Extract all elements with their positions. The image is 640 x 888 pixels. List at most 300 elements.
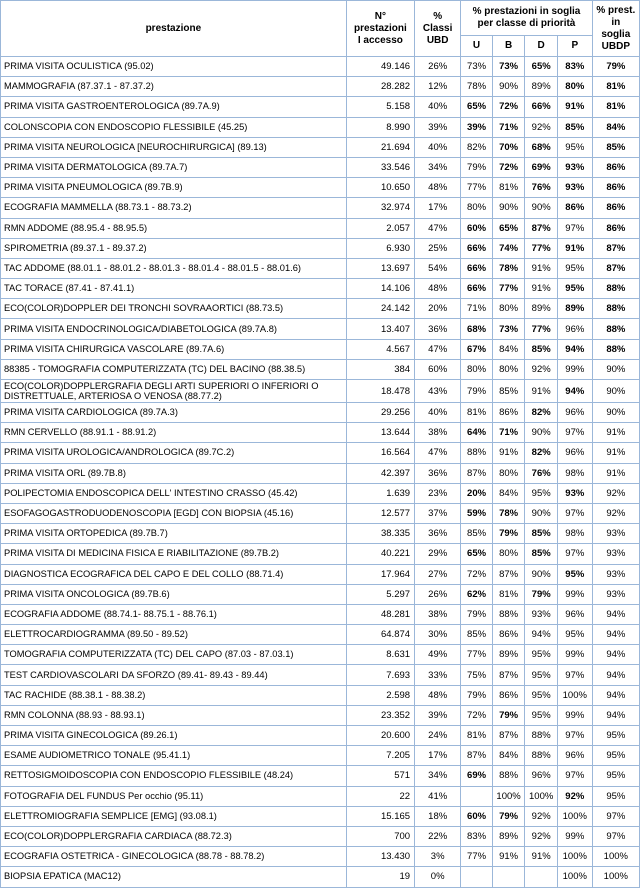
cell-prestazione: PRIMA VISITA GINECOLOGICA (89.26.1) [1, 726, 347, 746]
cell-ubdp: 88% [592, 279, 639, 299]
cell-classi-ubd: 40% [415, 97, 461, 117]
cell-classi-ubd: 25% [415, 238, 461, 258]
cell-class-d: 96% [525, 766, 558, 786]
cell-ubdp: 88% [592, 319, 639, 339]
cell-class-p: 99% [557, 826, 592, 846]
cell-ubdp: 85% [592, 137, 639, 157]
table-row [1, 847, 640, 867]
cell-class-u: 72% [461, 564, 493, 584]
cell-class-d: 90% [525, 503, 558, 523]
cell-prestazione: TEST CARDIOVASCOLARI DA SFORZO (89.41- 89.43 - 89.44) [1, 665, 347, 685]
cell-prestazione: TAC RACHIDE (88.38.1 - 88.38.2) [1, 685, 347, 705]
cell-classi-ubd: 17% [415, 198, 461, 218]
cell-class-p: 80% [557, 77, 592, 97]
cell-n-prestazioni: 2.057 [346, 218, 414, 238]
cell-classi-ubd: 39% [415, 117, 461, 137]
cell-ubdp: 88% [592, 339, 639, 359]
cell-class-p: 99% [557, 705, 592, 725]
cell-class-p: 99% [557, 584, 592, 604]
cell-prestazione: RETTOSIGMOIDOSCOPIA CON ENDOSCOPIO FLESSIBILE (48.24) [1, 766, 347, 786]
cell-ubdp: 94% [592, 665, 639, 685]
cell-class-p: 96% [557, 403, 592, 423]
cell-n-prestazioni: 16.564 [346, 443, 414, 463]
cell-class-p: 97% [557, 665, 592, 685]
cell-ubdp: 90% [592, 380, 639, 403]
cell-class-d: 92% [525, 359, 558, 379]
cell-prestazione: SPIROMETRIA (89.37.1 - 89.37.2) [1, 238, 347, 258]
cell-ubdp: 95% [592, 726, 639, 746]
cell-n-prestazioni: 13.430 [346, 847, 414, 867]
cell-ubdp: 87% [592, 258, 639, 278]
cell-classi-ubd: 29% [415, 544, 461, 564]
cell-class-b: 87% [492, 726, 525, 746]
cell-class-u: 72% [461, 705, 493, 725]
cell-prestazione: RMN CERVELLO (88.91.1 - 88.91.2) [1, 423, 347, 443]
cell-ubdp: 95% [592, 766, 639, 786]
header-class-b: B [492, 36, 525, 57]
cell-prestazione: ECOGRAFIA ADDOME (88.74.1- 88.75.1 - 88.76.1) [1, 604, 347, 624]
header-n-line2: prestazioni [354, 22, 407, 34]
table-row [1, 685, 640, 705]
cell-class-u: 82% [461, 137, 493, 157]
cell-prestazione: ECOGRAFIA MAMMELLA (88.73.1 - 88.73.2) [1, 198, 347, 218]
cell-ubdp: 86% [592, 218, 639, 238]
cell-prestazione: PRIMA VISITA NEUROLOGICA [NEUROCHIRURGICA] (89.13) [1, 137, 347, 157]
cell-classi-ubd: 0% [415, 867, 461, 887]
cell-class-b: 84% [492, 483, 525, 503]
cell-ubdp: 95% [592, 746, 639, 766]
cell-class-u: 60% [461, 218, 493, 238]
cell-class-p: 91% [557, 238, 592, 258]
cell-class-p: 99% [557, 359, 592, 379]
cell-n-prestazioni: 13.407 [346, 319, 414, 339]
cell-class-b: 87% [492, 665, 525, 685]
cell-class-u: 79% [461, 685, 493, 705]
cell-classi-ubd: 48% [415, 279, 461, 299]
cell-class-d: 100% [525, 786, 558, 806]
cell-class-u: 65% [461, 97, 493, 117]
cell-class-d: 92% [525, 826, 558, 846]
cell-class-u: 79% [461, 604, 493, 624]
cell-classi-ubd: 38% [415, 604, 461, 624]
cell-classi-ubd: 27% [415, 564, 461, 584]
cell-class-d: 85% [525, 544, 558, 564]
cell-prestazione: PRIMA VISITA ENDOCRINOLOGICA/DIABETOLOGICA (89.7A.8) [1, 319, 347, 339]
cell-prestazione: PRIMA VISITA OCULISTICA (95.02) [1, 57, 347, 77]
cell-classi-ubd: 39% [415, 705, 461, 725]
table-row [1, 77, 640, 97]
cell-class-p: 93% [557, 483, 592, 503]
cell-class-b: 89% [492, 645, 525, 665]
cell-classi-ubd: 26% [415, 584, 461, 604]
cell-class-p: 100% [557, 685, 592, 705]
table-row [1, 380, 640, 403]
table-row [1, 218, 640, 238]
cell-ubdp: 87% [592, 238, 639, 258]
table-row [1, 665, 640, 685]
cell-prestazione: ESAME AUDIOMETRICO TONALE (95.41.1) [1, 746, 347, 766]
cell-classi-ubd: 36% [415, 319, 461, 339]
cell-classi-ubd: 47% [415, 339, 461, 359]
cell-class-d: 68% [525, 137, 558, 157]
cell-classi-ubd: 60% [415, 359, 461, 379]
cell-class-d [525, 867, 558, 887]
cell-ubdp: 93% [592, 564, 639, 584]
cell-ubdp: 97% [592, 826, 639, 846]
cell-class-u [461, 867, 493, 887]
cell-n-prestazioni: 14.106 [346, 279, 414, 299]
cell-class-u: 85% [461, 524, 493, 544]
cell-n-prestazioni: 571 [346, 766, 414, 786]
table-row [1, 463, 640, 483]
cell-class-d: 90% [525, 423, 558, 443]
cell-prestazione: PRIMA VISITA ONCOLOGICA (89.7B.6) [1, 584, 347, 604]
cell-class-b: 86% [492, 403, 525, 423]
cell-class-b: 79% [492, 806, 525, 826]
cell-class-d: 94% [525, 625, 558, 645]
cell-class-u: 39% [461, 117, 493, 137]
cell-class-u: 67% [461, 339, 493, 359]
cell-class-u: 64% [461, 423, 493, 443]
table-row [1, 746, 640, 766]
header-class-d: D [525, 36, 558, 57]
table-row [1, 584, 640, 604]
cell-prestazione: PRIMA VISITA UROLOGICA/ANDROLOGICA (89.7C.2) [1, 443, 347, 463]
table-row [1, 403, 640, 423]
table-row [1, 423, 640, 443]
table-row [1, 826, 640, 846]
cell-class-p: 94% [557, 380, 592, 403]
cell-prestazione: ELETTROMIOGRAFIA SEMPLICE [EMG] (93.08.1) [1, 806, 347, 826]
cell-class-p: 98% [557, 524, 592, 544]
cell-class-u: 83% [461, 826, 493, 846]
cell-n-prestazioni: 7.205 [346, 746, 414, 766]
cell-classi-ubd: 30% [415, 625, 461, 645]
table-row [1, 97, 640, 117]
table-row [1, 625, 640, 645]
table-row [1, 137, 640, 157]
table-row [1, 157, 640, 177]
cell-prestazione: ECO(COLOR)DOPPLERGRAFIA DEGLI ARTI SUPERIORI O INFERIORI O DISTRETTUALE, ARTERIOSA O VENOSA (88.77.2) [1, 380, 347, 403]
cell-ubdp: 86% [592, 198, 639, 218]
cell-class-u: 73% [461, 57, 493, 77]
cell-classi-ubd: 12% [415, 77, 461, 97]
cell-class-b: 71% [492, 117, 525, 137]
cell-class-p: 96% [557, 319, 592, 339]
cell-class-b: 81% [492, 178, 525, 198]
cell-ubdp: 79% [592, 57, 639, 77]
cell-class-p: 93% [557, 157, 592, 177]
cell-n-prestazioni: 700 [346, 826, 414, 846]
cell-n-prestazioni: 18.478 [346, 380, 414, 403]
cell-n-prestazioni: 6.930 [346, 238, 414, 258]
cell-class-u: 81% [461, 403, 493, 423]
cell-ubdp: 94% [592, 625, 639, 645]
cell-class-u: 75% [461, 665, 493, 685]
cell-class-p: 95% [557, 258, 592, 278]
cell-class-d: 85% [525, 524, 558, 544]
cell-class-u: 68% [461, 319, 493, 339]
cell-prestazione: COLONSCOPIA CON ENDOSCOPIO FLESSIBILE (45.25) [1, 117, 347, 137]
cell-class-u: 88% [461, 443, 493, 463]
cell-class-b: 81% [492, 584, 525, 604]
header-class-p: P [557, 36, 592, 57]
cell-n-prestazioni: 48.281 [346, 604, 414, 624]
cell-class-p: 99% [557, 645, 592, 665]
cell-class-p: 89% [557, 299, 592, 319]
cell-class-b: 85% [492, 380, 525, 403]
cell-class-u [461, 786, 493, 806]
cell-class-b: 84% [492, 339, 525, 359]
cell-classi-ubd: 40% [415, 137, 461, 157]
cell-class-u: 80% [461, 198, 493, 218]
cell-class-d: 76% [525, 178, 558, 198]
cell-prestazione: PRIMA VISITA DERMATOLOGICA (89.7A.7) [1, 157, 347, 177]
cell-class-u: 20% [461, 483, 493, 503]
cell-n-prestazioni: 12.577 [346, 503, 414, 523]
cell-ubdp: 92% [592, 483, 639, 503]
table-row [1, 524, 640, 544]
cell-class-p: 100% [557, 806, 592, 826]
header-classi-line3: UBD [426, 34, 449, 46]
cell-class-u: 69% [461, 766, 493, 786]
cell-class-p: 95% [557, 564, 592, 584]
cell-class-d: 79% [525, 584, 558, 604]
table-row [1, 503, 640, 523]
cell-class-p: 98% [557, 463, 592, 483]
cell-classi-ubd: 37% [415, 503, 461, 523]
cell-class-d: 91% [525, 847, 558, 867]
table-row [1, 645, 640, 665]
cell-classi-ubd: 33% [415, 665, 461, 685]
table-row [1, 483, 640, 503]
cell-ubdp: 100% [592, 847, 639, 867]
header-class-u: U [461, 36, 493, 57]
table-row [1, 359, 640, 379]
cell-class-p: 96% [557, 746, 592, 766]
cell-n-prestazioni: 42.397 [346, 463, 414, 483]
cell-n-prestazioni: 13.697 [346, 258, 414, 278]
cell-class-b: 86% [492, 625, 525, 645]
cell-class-p: 100% [557, 847, 592, 867]
cell-classi-ubd: 34% [415, 157, 461, 177]
cell-class-d: 77% [525, 319, 558, 339]
cell-class-d: 91% [525, 380, 558, 403]
cell-class-b [492, 867, 525, 887]
cell-ubdp: 93% [592, 584, 639, 604]
cell-class-p: 86% [557, 198, 592, 218]
cell-n-prestazioni: 22 [346, 786, 414, 806]
cell-n-prestazioni: 23.352 [346, 705, 414, 725]
cell-ubdp: 90% [592, 359, 639, 379]
header-classi-line2: Classi [422, 22, 453, 34]
cell-ubdp: 84% [592, 117, 639, 137]
cell-ubdp: 94% [592, 604, 639, 624]
cell-n-prestazioni: 17.964 [346, 564, 414, 584]
cell-n-prestazioni: 29.256 [346, 403, 414, 423]
cell-ubdp: 88% [592, 299, 639, 319]
cell-class-u: 66% [461, 279, 493, 299]
cell-class-d: 82% [525, 443, 558, 463]
cell-class-b: 78% [492, 258, 525, 278]
cell-classi-ubd: 47% [415, 218, 461, 238]
cell-class-p: 91% [557, 97, 592, 117]
cell-class-b: 87% [492, 564, 525, 584]
table-row [1, 726, 640, 746]
cell-prestazione: TOMOGRAFIA COMPUTERIZZATA (TC) DEL CAPO (87.03 - 87.03.1) [1, 645, 347, 665]
cell-class-p: 97% [557, 726, 592, 746]
cell-class-d: 65% [525, 57, 558, 77]
cell-prestazione: ELETTROCARDIOGRAMMA (89.50 - 89.52) [1, 625, 347, 645]
header-ubdp-line1: % prest. [596, 4, 636, 16]
cell-classi-ubd: 38% [415, 423, 461, 443]
cell-class-u: 79% [461, 380, 493, 403]
cell-class-b: 80% [492, 463, 525, 483]
cell-class-b: 90% [492, 198, 525, 218]
cell-ubdp: 93% [592, 544, 639, 564]
cell-prestazione: ESOFAGOGASTRODUODENOSCOPIA [EGD] CON BIOPSIA (45.16) [1, 503, 347, 523]
cell-class-b: 71% [492, 423, 525, 443]
cell-n-prestazioni: 1.639 [346, 483, 414, 503]
cell-class-u: 66% [461, 258, 493, 278]
cell-n-prestazioni: 384 [346, 359, 414, 379]
table-row [1, 319, 640, 339]
cell-ubdp: 94% [592, 685, 639, 705]
table-row [1, 705, 640, 725]
cell-prestazione: ECO(COLOR)DOPPLERGRAFIA CARDIACA (88.72.3) [1, 826, 347, 846]
cell-prestazione: PRIMA VISITA DI MEDICINA FISICA E RIABILITAZIONE (89.7B.2) [1, 544, 347, 564]
cell-ubdp: 86% [592, 157, 639, 177]
cell-class-p: 97% [557, 766, 592, 786]
cell-ubdp: 91% [592, 463, 639, 483]
table-row [1, 57, 640, 77]
cell-classi-ubd: 23% [415, 483, 461, 503]
cell-prestazione: POLIPECTOMIA ENDOSCOPICA DELL' INTESTINO CRASSO (45.42) [1, 483, 347, 503]
cell-classi-ubd: 49% [415, 645, 461, 665]
cell-class-b: 90% [492, 77, 525, 97]
cell-classi-ubd: 36% [415, 463, 461, 483]
cell-class-u: 77% [461, 847, 493, 867]
cell-ubdp: 91% [592, 423, 639, 443]
cell-class-b: 70% [492, 137, 525, 157]
cell-class-d: 90% [525, 564, 558, 584]
cell-n-prestazioni: 15.165 [346, 806, 414, 826]
table-row [1, 258, 640, 278]
cell-class-b: 80% [492, 544, 525, 564]
cell-prestazione: PRIMA VISITA ORTOPEDICA (89.7B.7) [1, 524, 347, 544]
cell-n-prestazioni: 8.990 [346, 117, 414, 137]
cell-class-d: 89% [525, 299, 558, 319]
cell-class-u: 80% [461, 359, 493, 379]
cell-classi-ubd: 34% [415, 766, 461, 786]
header-soglia-priorita: % prestazioni in soglia per classe di priorità [461, 1, 592, 36]
cell-ubdp: 81% [592, 97, 639, 117]
cell-classi-ubd: 48% [415, 685, 461, 705]
cell-class-b: 79% [492, 705, 525, 725]
cell-classi-ubd: 36% [415, 524, 461, 544]
table-row [1, 766, 640, 786]
cell-class-b: 74% [492, 238, 525, 258]
table-row [1, 238, 640, 258]
cell-classi-ubd: 40% [415, 403, 461, 423]
cell-class-b: 72% [492, 157, 525, 177]
cell-class-p: 93% [557, 178, 592, 198]
header-n-prestazioni [346, 1, 414, 57]
cell-n-prestazioni: 10.650 [346, 178, 414, 198]
cell-class-b: 73% [492, 57, 525, 77]
table-row [1, 564, 640, 584]
cell-n-prestazioni: 7.693 [346, 665, 414, 685]
cell-class-d: 95% [525, 483, 558, 503]
cell-classi-ubd: 20% [415, 299, 461, 319]
cell-n-prestazioni: 19 [346, 867, 414, 887]
cell-class-d: 92% [525, 117, 558, 137]
cell-classi-ubd: 24% [415, 726, 461, 746]
cell-classi-ubd: 17% [415, 746, 461, 766]
cell-n-prestazioni: 49.146 [346, 57, 414, 77]
header-ubdp-line3: UBDP [601, 40, 630, 52]
cell-class-b: 72% [492, 97, 525, 117]
cell-class-d: 91% [525, 279, 558, 299]
cell-class-b: 73% [492, 319, 525, 339]
cell-class-u: 59% [461, 503, 493, 523]
cell-ubdp: 81% [592, 77, 639, 97]
cell-prestazione: MAMMOGRAFIA (87.37.1 - 87.37.2) [1, 77, 347, 97]
cell-class-p: 97% [557, 503, 592, 523]
cell-class-d: 95% [525, 705, 558, 725]
header-ubdp [592, 1, 639, 57]
cell-prestazione: PRIMA VISITA CARDIOLOGICA (89.7A.3) [1, 403, 347, 423]
cell-class-u: 79% [461, 157, 493, 177]
header-n-line1: N° [374, 10, 387, 22]
cell-class-b: 91% [492, 443, 525, 463]
cell-n-prestazioni: 38.335 [346, 524, 414, 544]
table-row [1, 339, 640, 359]
cell-ubdp: 95% [592, 786, 639, 806]
header-ubdp-line2: in soglia [601, 16, 631, 40]
cell-prestazione: TAC ADDOME (88.01.1 - 88.01.2 - 88.01.3 - 88.01.4 - 88.01.5 - 88.01.6) [1, 258, 347, 278]
cell-ubdp: 90% [592, 403, 639, 423]
cell-prestazione: ECOGRAFIA OSTETRICA - GINECOLOGICA (88.78 - 88.78.2) [1, 847, 347, 867]
cell-n-prestazioni: 2.598 [346, 685, 414, 705]
cell-class-u: 62% [461, 584, 493, 604]
cell-class-u: 66% [461, 238, 493, 258]
cell-class-d: 95% [525, 665, 558, 685]
cell-class-u: 87% [461, 746, 493, 766]
cell-classi-ubd: 41% [415, 786, 461, 806]
cell-class-p: 100% [557, 867, 592, 887]
cell-ubdp: 86% [592, 178, 639, 198]
cell-n-prestazioni: 13.644 [346, 423, 414, 443]
cell-class-u: 71% [461, 299, 493, 319]
cell-class-p: 95% [557, 137, 592, 157]
cell-ubdp: 94% [592, 645, 639, 665]
cell-ubdp: 97% [592, 806, 639, 826]
cell-class-b: 88% [492, 766, 525, 786]
header-classi-ubd [415, 1, 461, 57]
cell-class-u: 78% [461, 77, 493, 97]
cell-class-d: 93% [525, 604, 558, 624]
cell-class-d: 77% [525, 238, 558, 258]
cell-class-d: 82% [525, 403, 558, 423]
cell-class-b: 80% [492, 299, 525, 319]
cell-n-prestazioni: 4.567 [346, 339, 414, 359]
cell-n-prestazioni: 64.874 [346, 625, 414, 645]
cell-class-u: 77% [461, 178, 493, 198]
cell-class-d: 87% [525, 218, 558, 238]
cell-class-p: 97% [557, 218, 592, 238]
cell-class-u: 87% [461, 463, 493, 483]
